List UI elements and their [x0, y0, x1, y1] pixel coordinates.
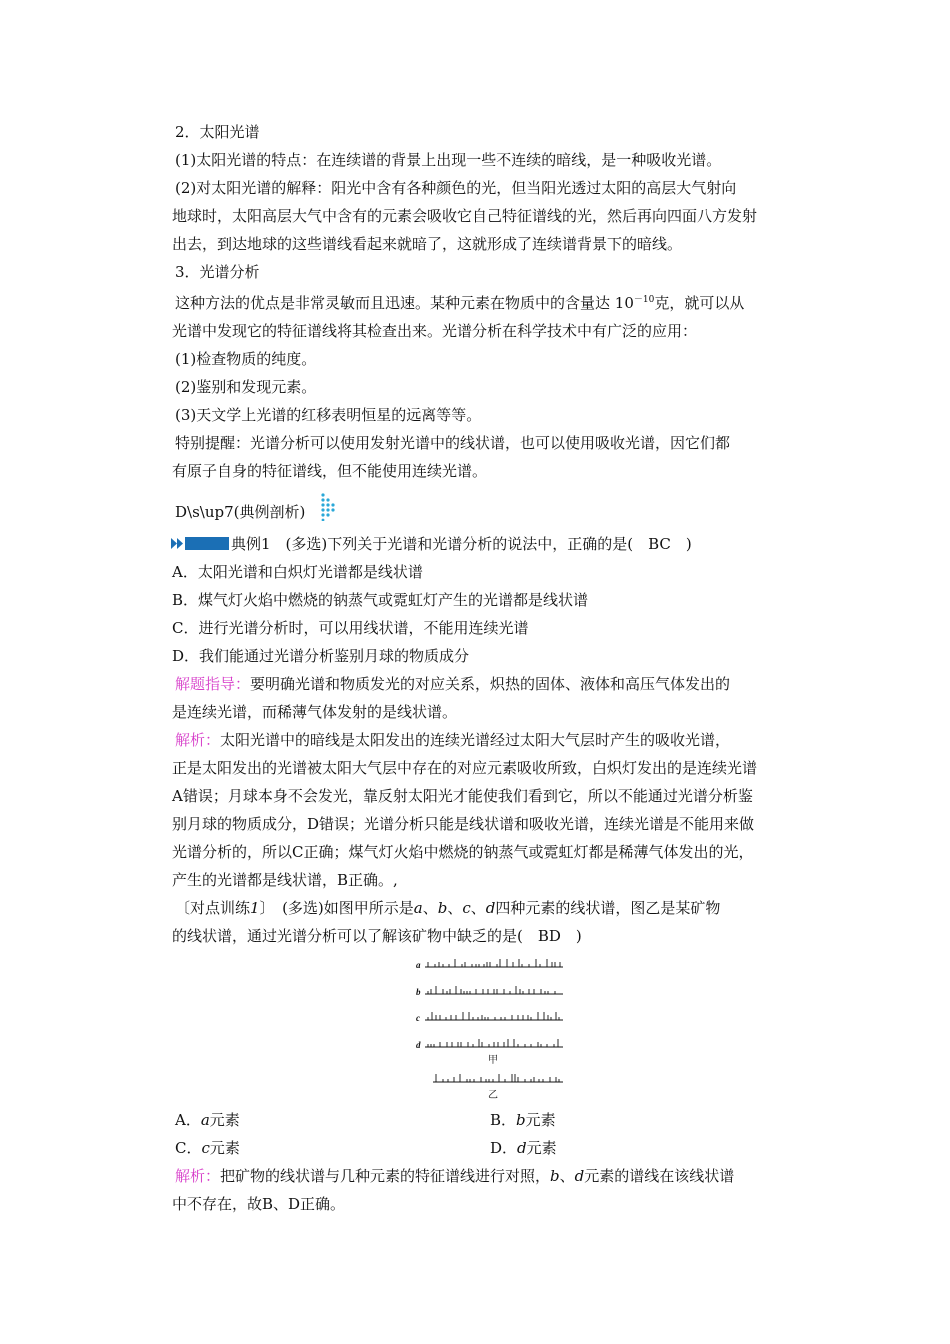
analysis-paragraph: 产生的光谱都是线状谱，B正确。,: [172, 871, 398, 889]
paragraph: 这种方法的优点是非常灵敏而且迅速。某种元素在物质中的含量达 $10^{-10}$克，就可以从: [175, 294, 745, 312]
analysis-paragraph: 中不存在，故B、D正确。: [172, 1195, 346, 1213]
spectra-svg: [413, 953, 573, 1101]
option-d: D．我们能通过光谱分析鉴别月球的物质成分: [172, 647, 470, 665]
caption-yi: 乙: [488, 1090, 498, 1101]
option-d: D．d元素: [490, 1139, 557, 1157]
example-label: 典例1: [231, 535, 271, 553]
option-c: C．c元素: [175, 1139, 240, 1157]
spectra-figure: [413, 953, 573, 1105]
guide-paragraph: 解题指导：要明确光谱和物质发光的对应关系，炽热的固体、液体和高压气体发出的: [175, 675, 731, 693]
paragraph: 出去，到达地球的这些谱线看起来就暗了，这就形成了连续谱背景下的暗线。: [172, 235, 683, 253]
option-c: C．进行光谱分析时，可以用线状谱，不能用连续光谱: [172, 619, 529, 637]
option-row: [175, 1106, 810, 1134]
row-label-c: c: [416, 1013, 420, 1023]
caption-jia: 甲: [488, 1055, 498, 1066]
option-b: B．b元素: [490, 1111, 556, 1129]
row-label-b: b: [416, 987, 421, 997]
practice1-stem: 〔对点训练1〕 (多选)如图甲所示是a、b、c、d四种元素的线状谱，图乙是某矿物: [175, 899, 721, 917]
list-item: (3)天文学上光谱的红移表明恒星的远离等等。: [175, 406, 482, 424]
example-section-header: [175, 493, 810, 530]
section3-heading: 3．光谱分析: [175, 263, 260, 281]
document-page: [172, 118, 810, 950]
paragraph: (1)太阳光谱的特点：在连续谱的背景上出现一些不连续的暗线，是一种吸收光谱。: [175, 151, 722, 169]
row-label-a: a: [416, 960, 421, 970]
list-item: (1)检查物质的纯度。: [175, 350, 317, 368]
option-a: A．太阳光谱和白炽灯光谱都是线状谱: [172, 563, 423, 581]
option-row: [175, 1134, 810, 1162]
analysis-paragraph: 解析：把矿物的线状谱与几种元素的特征谱线进行对照，b、d元素的谱线在该线状谱: [175, 1167, 735, 1185]
example1-stem: 典例1 (多选)下列关于光谱和光谱分析的说法中，正确的是( BC ): [171, 530, 810, 558]
practice1-stem: 的线状谱，通过光谱分析可以了解该矿物中缺乏的是( BD ): [172, 927, 582, 945]
example-header-text: D\s\up7(典例剖析): [175, 503, 306, 521]
guide-paragraph: 是连续光谱，而稀薄气体发射的是线状谱。: [172, 703, 458, 721]
section2-heading: 2．太阳光谱: [175, 123, 260, 141]
analysis-paragraph: 光谱分析的，所以C正确；煤气灯火焰中燃烧的钠蒸气或霓虹灯都是稀薄气体发出的光，: [172, 843, 754, 861]
arrow-dots-icon: [320, 493, 340, 530]
row-label-d: d: [416, 1040, 421, 1050]
paragraph: 地球时，太阳高层大气中含有的元素会吸收它自己特征谱线的光，然后再向四面八方发射: [172, 207, 758, 225]
paragraph: 光谱中发现它的特征谱线将其检查出来。光谱分析在科学技术中有广泛的应用：: [172, 322, 698, 340]
analysis-paragraph: 正是太阳发出的光谱被太阳大气层中存在的对应元素吸收所致，白炽灯发出的是连续光谱: [172, 759, 758, 777]
double-arrow-icon: [171, 530, 185, 558]
analysis-paragraph: A错误；月球本身不会发光，靠反射太阳光才能使我们看到它，所以不能通过光谱分析鉴: [172, 787, 753, 805]
note-paragraph: 特别提醒：光谱分析可以使用发射光谱中的线状谱，也可以使用吸收光谱，因它们都: [175, 434, 731, 452]
option-b: B．煤气灯火焰中燃烧的钠蒸气或霓虹灯产生的光谱都是线状谱: [172, 591, 589, 609]
list-item: (2)鉴别和发现元素。: [175, 378, 317, 396]
analysis-paragraph: 解析：太阳光谱中的暗线是太阳发出的连续光谱经过太阳大气层时产生的吸收光谱，: [175, 731, 731, 749]
paragraph: (2)对太阳光谱的解释：阳光中含有各种颜色的光，但当阳光透过太阳的高层大气射向: [175, 179, 737, 197]
option-a: A．a元素: [175, 1111, 240, 1129]
analysis-paragraph: 别月球的物质成分，D错误；光谱分析只能是线状谱和吸收光谱，连续光谱是不能用来做: [172, 815, 755, 833]
example-tag-box: [185, 537, 229, 550]
note-paragraph: 有原子自身的特征谱线，但不能使用连续光谱。: [172, 462, 488, 480]
practice1-options: [172, 1106, 810, 1218]
